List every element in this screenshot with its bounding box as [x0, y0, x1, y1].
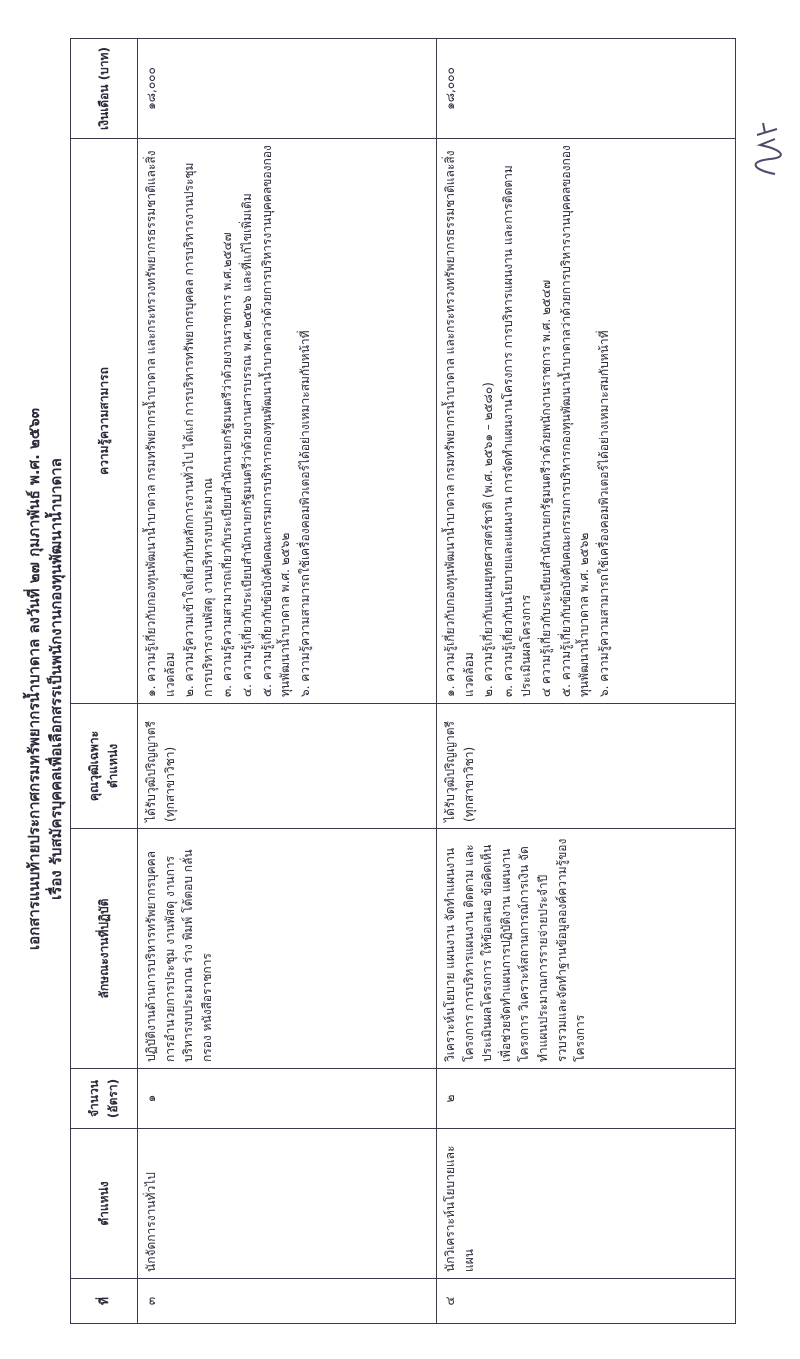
knowledge-item: ๔. ความรู้เกี่ยวกับระเบียบสำนักนายกรัฐมนตรีว่าด้วยงานสารบรรณ พ.ศ.๒๕๒๖ และที่แก้ไขเพิ่มเติม: [239, 193, 254, 697]
positions-table: [70, 38, 736, 1324]
knowledge-item: ๖. ความรู้ความสามารถใช้เครื่องคอมพิวเตอร์ได้อย่างเหมาะสมกับหน้าที่: [596, 330, 611, 697]
knowledge-list: [138, 139, 437, 704]
table-row: [437, 39, 736, 1324]
knowledge-item: ๒. ความรู้ความเข้าใจเกี่ยวกับหลักการงานทั่วไป ได้แก่ การบริหารทรัพยากรบุคคล การบริหารงานประชุม การบริหารงานพัสดุ งานบริหารงบประมาณ: [182, 162, 215, 697]
salary-value: ๑๘,๐๐๐: [138, 39, 437, 139]
duty-description: ปฏิบัติงานด้านการบริหารทรัพยากรบุคคล การอำนวยการประชุม งานพัสดุ งานการบริหารงบประมาณ ร่าง พิมพ์ โต้ตอบ กลั่นกรอง หนังสือราชการ: [138, 829, 437, 1069]
knowledge-item: ๓. ความรู้เกี่ยวกับนโยบายและแผนงาน การจัดทำแผนงานโครงการ การบริหารแผนงาน และการติดตามประเมินผลโครงการ: [500, 165, 534, 697]
col-header-position: ตำแหน่ง: [71, 1129, 138, 1279]
position-title: นักจัดการงานทั่วไป: [138, 1129, 437, 1279]
knowledge-item: ๖. ความรู้ความสามารถใช้เครื่องคอมพิวเตอร์ได้อย่างเหมาะสมกับหน้าที่: [297, 330, 312, 697]
position-title: นักวิเคราะห์นโยบายและแผน: [437, 1129, 736, 1279]
row-number: ๓: [138, 1279, 437, 1324]
row-number: ๔: [437, 1279, 736, 1324]
duty-description: วิเคราะห์นโยบาย แผนงาน จัดทำแผนงานโครงการ การบริหารแผนงาน ติดตาม และประเมินผลโครงการ ให้ข้อเสนอ ข้อคิดเห็น เพื่อช่วยจัดทำแผนการปฏิบัติงาน แผนงาน โครงการ วิเคราะห์สถานการณ์การเงิน จัดทำแผนประมาณการรายจ่ายประจำปี รวบรวมและจัดทำฐานข้อมูลองค์ความรู้ของโครงการ: [437, 829, 736, 1069]
knowledge-item: ๕. ความรู้เกี่ยวกับข้อบังคับคณะกรรมการบริหารกองทุนพัฒนาน้ำบาดาลว่าด้วยการบริหารงานบุคคลของกองทุนพัฒนาน้ำบาดาล พ.ศ. ๒๕๖๒: [259, 145, 293, 697]
knowledge-item: ๒. ความรู้เกี่ยวกับแผนยุทธศาสตร์ชาติ (พ.ศ. ๒๕๖๑ – ๒๕๘๐): [481, 382, 496, 697]
col-header-count: จำนวน (อัตรา): [71, 1069, 138, 1129]
col-header-no: ที่: [71, 1279, 138, 1324]
handwritten-signature: [745, 119, 791, 179]
position-count: ๑: [138, 1069, 437, 1129]
knowledge-item: ๑. ความรู้เกี่ยวกับกองทุนพัฒนาน้ำบาดาล กรมทรัพยากรน้ำบาดาล และกระทรวงทรัพยากรธรรมชาติและสิ่งแวดล้อม: [443, 150, 476, 697]
knowledge-item: ๔ ความรู้เกี่ยวกับระเบียบสำนักนายกรัฐมนตรีว่าด้วยพนักงานราชการ พ.ศ. ๒๕๔๗: [538, 279, 553, 697]
knowledge-list: [437, 139, 736, 704]
qualification: ได้รับวุฒิปริญญาตรี (ทุกสาขาวิชา): [138, 704, 437, 829]
col-header-salary: เงินเดือน (บาท): [71, 39, 138, 139]
salary-value: ๑๘,๐๐๐: [437, 39, 736, 139]
document-title: เอกสารแนบท้ายประกาศกรมทรัพยากรน้ำบาดาล ลงวันที่ ๒๗ กุมภาพันธ์ พ.ศ. ๒๕๖๓: [25, 408, 43, 950]
position-count: ๒: [437, 1069, 736, 1129]
col-header-knowledge: ความรู้ความสามารถ: [71, 139, 138, 704]
qualification: ได้รับวุฒิปริญญาตรี (ทุกสาขาวิชา): [437, 704, 736, 829]
table-row: [138, 39, 437, 1324]
col-header-qualification: คุณวุฒิเฉพาะตำแหน่ง: [71, 704, 138, 829]
document-subtitle: เรื่อง รับสมัครบุคคลเพื่อเลือกสรรเป็นพนักงานกองทุนพัฒนาน้ำบาดาล: [47, 458, 65, 900]
knowledge-item: ๑. ความรู้เกี่ยวกับกองทุนพัฒนาน้ำบาดาล กรมทรัพยากรน้ำบาดาล และกระทรวงทรัพยากรธรรมชาติและสิ่งแวดล้อม: [144, 150, 177, 697]
table-header-row: [71, 39, 138, 1324]
knowledge-item: ๓. ความรู้ความสามารถเกี่ยวกับระเบียบสำนักนายกรัฐมนตรีว่าด้วยงานราชการ พ.ศ.๒๕๔๗: [220, 232, 235, 697]
col-header-duty: ลักษณะงานที่ปฏิบัติ: [71, 829, 138, 1069]
knowledge-item: ๕. ความรู้เกี่ยวกับข้อบังคับคณะกรรมการบริหารกองทุนพัฒนาน้ำบาดาลว่าด้วยการบริหารงานบุคคลของกองทุนพัฒนาน้ำบาดาล พ.ศ. ๒๕๖๒: [558, 145, 592, 697]
